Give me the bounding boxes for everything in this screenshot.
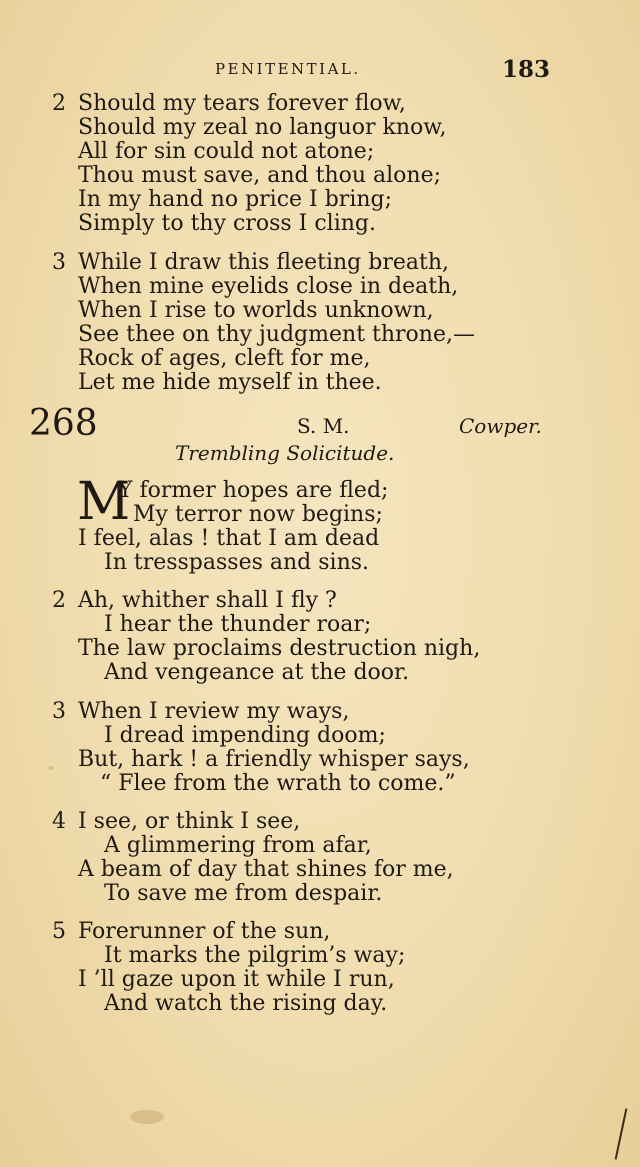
paper-stain: [130, 1110, 164, 1124]
verse-line: All for sin could not atone;: [78, 139, 375, 164]
verse-line: And watch the rising day.: [104, 991, 388, 1016]
verse-line: I dread impending doom;: [104, 723, 386, 748]
verse-line: And vengeance at the door.: [104, 660, 410, 685]
verse-number: 3: [52, 699, 66, 724]
verse-number: 2: [52, 91, 66, 116]
verse-line: I feel, alas ! that I am dead: [78, 526, 380, 551]
verse-line: But, hark ! a friendly whisper says,: [78, 747, 470, 772]
page-edge-mark: [615, 1108, 628, 1159]
verse-line: When I rise to worlds unknown,: [78, 298, 434, 323]
hymn-author: Cowper.: [459, 414, 542, 438]
verse-line: When I review my ways,: [78, 699, 350, 724]
verse-line: A glimmering from afar,: [104, 833, 372, 858]
verse-line: “ Flee from the wrath to come.”: [100, 771, 456, 796]
verse-line: My terror now begins;: [133, 502, 383, 527]
verse-line: It marks the pilgrim’s way;: [104, 943, 406, 968]
page-number: 183: [502, 56, 551, 83]
verse-line: Should my tears forever flow,: [78, 91, 406, 116]
verse-line: See thee on thy judgment throne,—: [78, 322, 475, 347]
verse-line: In tresspasses and sins.: [104, 550, 370, 575]
verse-line: In my hand no price I bring;: [78, 187, 393, 212]
verse-line: Let me hide myself in thee.: [78, 370, 382, 395]
running-head: [0, 58, 640, 86]
verse-number: 3: [52, 250, 66, 275]
verse-number: 2: [52, 588, 66, 613]
verse-line: Forerunner of the sun,: [78, 919, 331, 944]
verse-line: A beam of day that shines for me,: [78, 857, 454, 882]
verse-number: 4: [52, 809, 66, 834]
verse-number: 5: [52, 919, 66, 944]
drop-cap: M: [77, 472, 131, 532]
verse-line: I see, or think I see,: [78, 809, 301, 834]
verse-line: Simply to thy cross I cling.: [78, 211, 376, 236]
verse-line: Ah, whither shall I fly ?: [78, 588, 337, 613]
running-title: PENITENTIAL.: [215, 60, 361, 78]
verse-line: I ’ll gaze upon it while I run,: [78, 967, 395, 992]
paper-stain: [48, 766, 54, 770]
hymn-heading: [0, 404, 640, 444]
verse-line: The law proclaims destruction nigh,: [78, 636, 481, 661]
verse-line: Thou must save, and thou alone;: [78, 163, 442, 188]
hymn-meter: S. M.: [297, 414, 350, 438]
verse-line: When mine eyelids close in death,: [78, 274, 459, 299]
verse-line: Rock of ages, cleft for me,: [78, 346, 371, 371]
verse-line: I hear the thunder roar;: [104, 612, 372, 637]
verse-line: To save me from despair.: [104, 881, 383, 906]
verse-line: Y former hopes are fled;: [118, 478, 389, 503]
hymn-number: 268: [29, 403, 98, 444]
hymn-title: Trembling Solicitude.: [175, 441, 395, 465]
verse-line: Should my zeal no languor know,: [78, 115, 447, 140]
verse-line: While I draw this fleeting breath,: [78, 250, 449, 275]
